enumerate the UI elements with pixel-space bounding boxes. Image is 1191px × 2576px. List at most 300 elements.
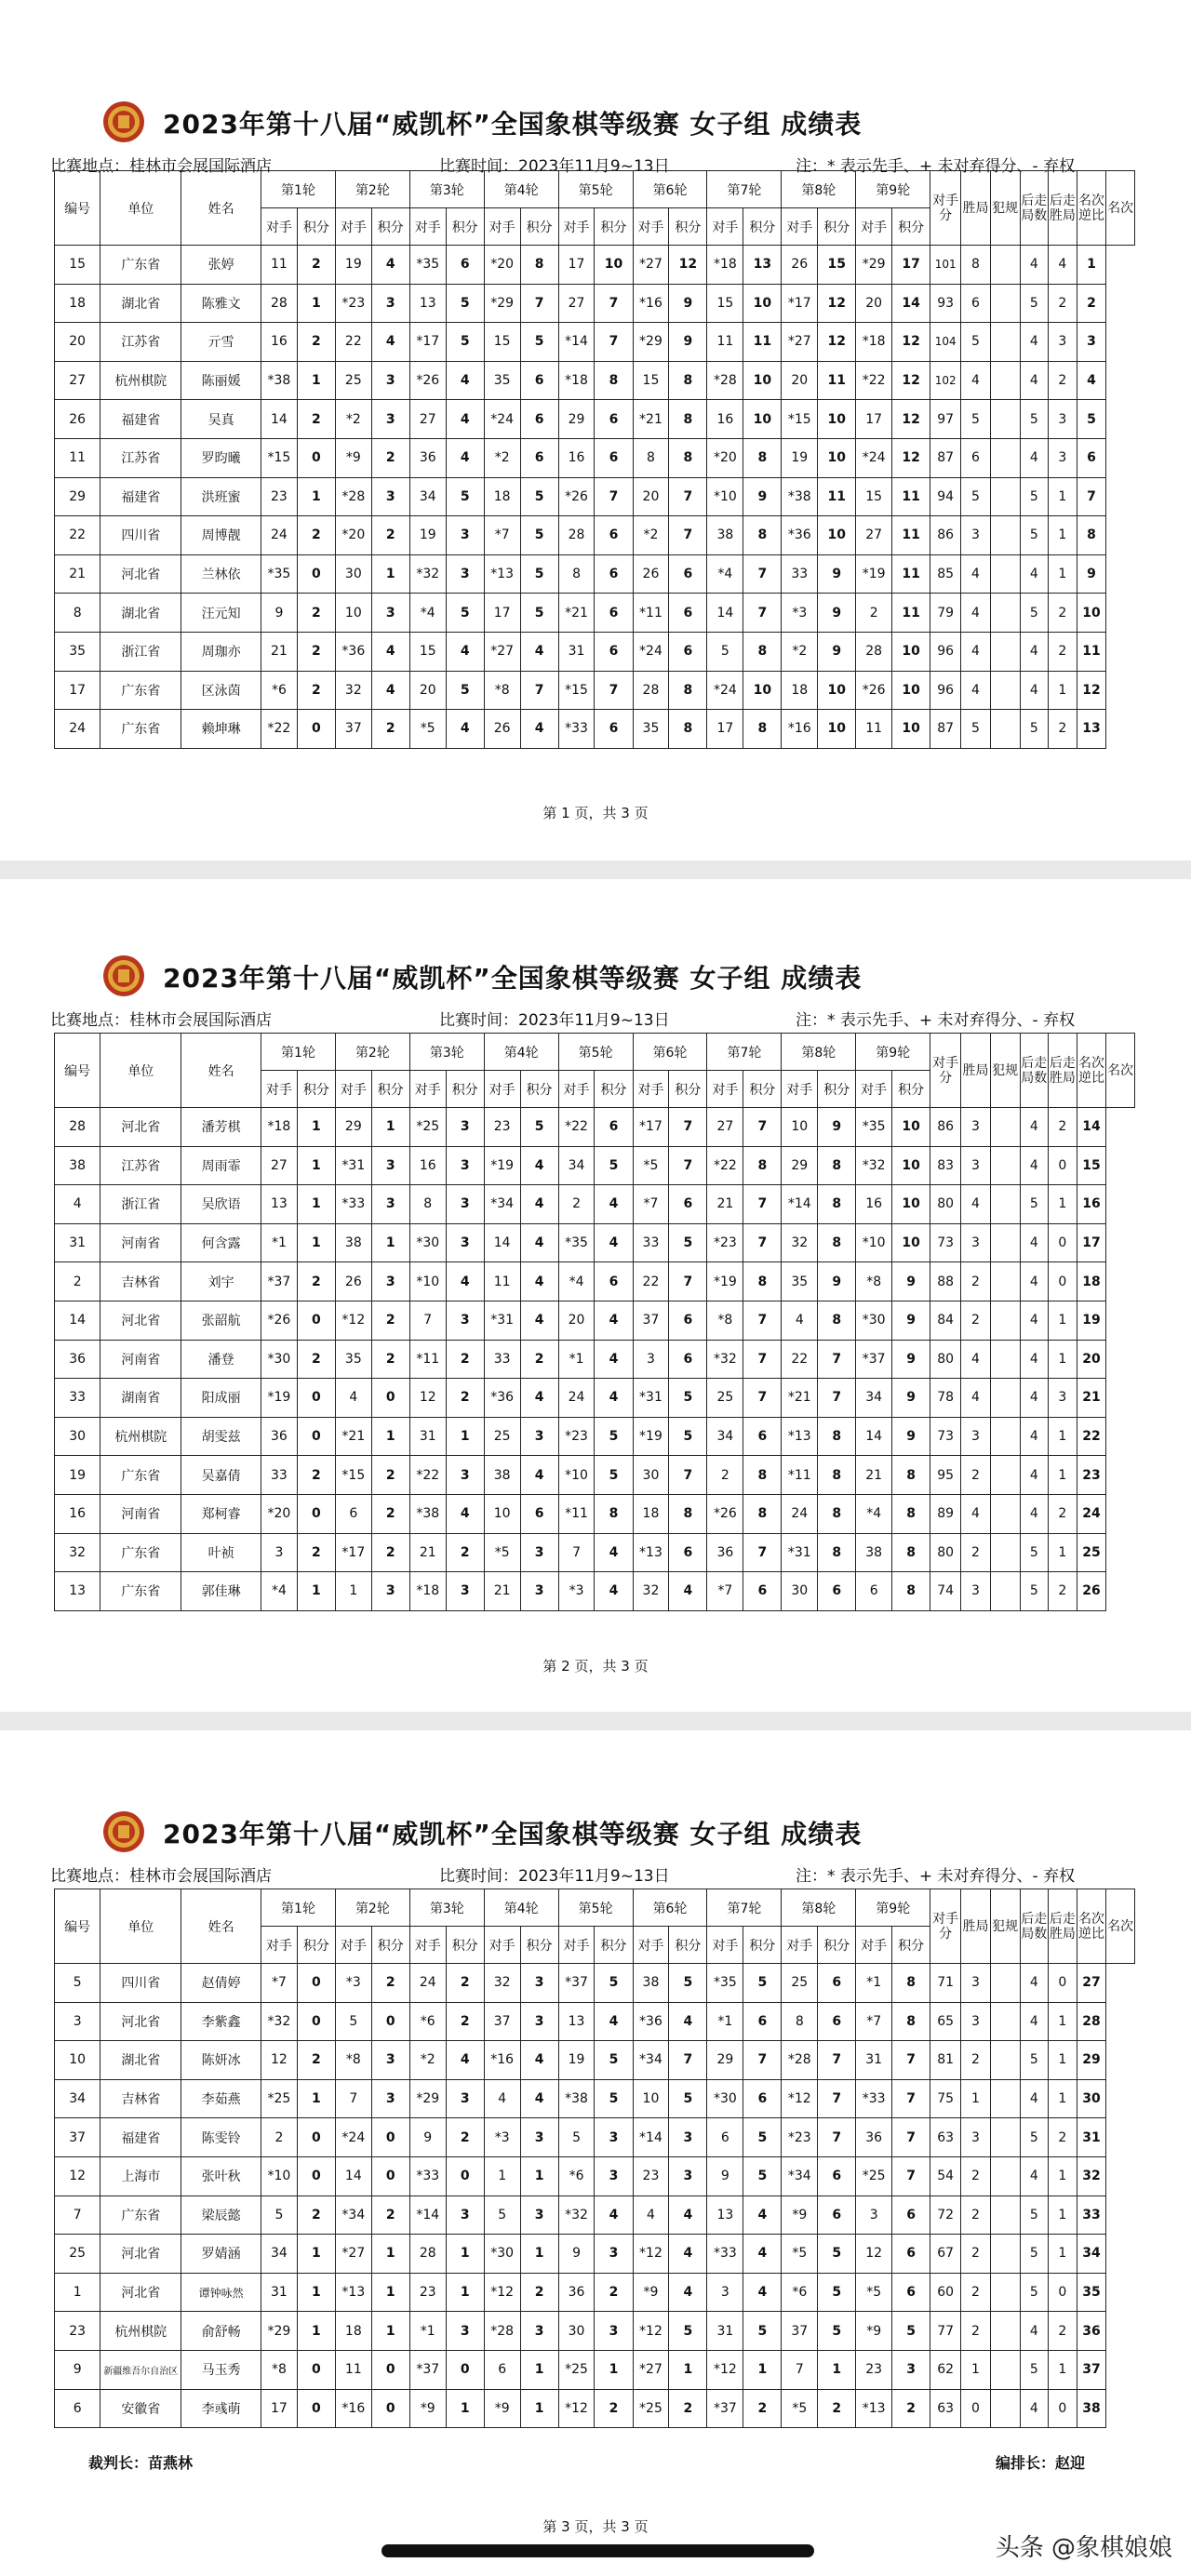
table-cell: *16 (335, 2389, 371, 2428)
table-cell: 9 (261, 594, 298, 633)
table-cell: 3 (371, 2041, 409, 2080)
table-cell: 8 (892, 1494, 930, 1533)
table-cell: 8 (961, 246, 991, 285)
table-cell: 李紫鑫 (181, 2002, 261, 2041)
table-cell: *3 (782, 594, 818, 633)
table-cell: *17 (633, 1108, 669, 1147)
table-cell: 区泳茵 (181, 671, 261, 710)
table-row (55, 2156, 1135, 2196)
table-cell: 12 (1077, 671, 1106, 710)
table-cell: 1 (1049, 516, 1077, 555)
table-cell: 27 (856, 516, 892, 555)
table-cell: 杭州棋院 (100, 2312, 181, 2351)
table-cell: 1 (818, 2350, 856, 2389)
table-cell: 3 (371, 1262, 409, 1301)
table-cell: *6 (558, 2156, 595, 2196)
table-cell: 15 (633, 361, 669, 400)
table-cell: 8 (743, 438, 782, 477)
table-cell: 6 (595, 710, 633, 749)
table-cell: 4 (1077, 361, 1106, 400)
table-cell: 1 (595, 2350, 633, 2389)
table-cell: *30 (707, 2079, 743, 2118)
column-header: 对手 (782, 208, 818, 246)
table-row (55, 2002, 1135, 2041)
table-cell: 4 (520, 710, 558, 749)
table-cell: 赖坤琳 (181, 710, 261, 749)
table-cell: 0 (1049, 2273, 1077, 2312)
table-cell: 1 (1049, 2235, 1077, 2274)
table-cell: 周雨霏 (181, 1146, 261, 1185)
table-cell: 97 (930, 400, 961, 439)
table-cell: 4 (595, 1340, 633, 1379)
table-cell: *15 (335, 1456, 371, 1495)
table-cell: 8 (633, 438, 669, 477)
table-cell: 2 (961, 1262, 991, 1301)
table-cell: *3 (558, 1572, 595, 1611)
table-cell: *30 (856, 1301, 892, 1340)
table-cell: 4 (782, 1301, 818, 1340)
table-cell: *19 (707, 1262, 743, 1301)
table-cell: 5 (446, 477, 484, 516)
table-cell: 1 (1049, 2041, 1077, 2080)
column-header: 后走胜局 (1049, 171, 1077, 246)
table-cell: 1 (297, 2235, 335, 2274)
table-cell: 马玉秀 (181, 2350, 261, 2389)
table-cell: 10 (743, 284, 782, 323)
table-cell: 广东省 (100, 1572, 181, 1611)
table-cell: 9 (818, 632, 856, 671)
table-cell: 7 (818, 2041, 856, 2080)
table-cell: 13 (409, 284, 446, 323)
table-cell: 8 (818, 1146, 856, 1185)
table-cell: 2 (297, 671, 335, 710)
table-cell: 福建省 (100, 477, 181, 516)
table-cell: *7 (856, 2002, 892, 2041)
table-cell: 1 (484, 2156, 520, 2196)
table-row (55, 2389, 1135, 2428)
table-cell: 2 (961, 2156, 991, 2196)
table-cell: 赵倩婷 (181, 1964, 261, 2003)
table-row (55, 1262, 1135, 1301)
table-cell: *20 (335, 516, 371, 555)
table-cell: *8 (707, 1301, 743, 1340)
results-table (54, 1033, 1135, 1611)
table-cell: 5 (261, 2196, 298, 2235)
table-cell: *25 (409, 1108, 446, 1147)
table-cell: 1 (297, 2079, 335, 2118)
table-cell (990, 1262, 1020, 1301)
table-cell: 2 (1049, 2312, 1077, 2351)
table-cell: *6 (261, 671, 298, 710)
table-cell: *12 (335, 1301, 371, 1340)
home-indicator[interactable] (381, 2544, 814, 2557)
table-cell: 湖北省 (100, 284, 181, 323)
column-header: 犯规 (990, 1889, 1020, 1964)
column-header: 积分 (743, 1927, 782, 1964)
table-cell: 23 (633, 2156, 669, 2196)
table-cell: 8 (595, 361, 633, 400)
table-cell: *36 (484, 1379, 520, 1418)
table-cell: 1 (297, 1223, 335, 1262)
column-header: 对手 (484, 1071, 520, 1108)
table-cell: 2 (961, 2273, 991, 2312)
table-cell: *25 (558, 2350, 595, 2389)
table-cell: 93 (930, 284, 961, 323)
table-cell: 10 (335, 594, 371, 633)
column-header: 第4轮 (484, 1034, 558, 1071)
column-header: 犯规 (990, 171, 1020, 246)
table-cell: 14 (856, 1417, 892, 1456)
table-cell: *16 (484, 2041, 520, 2080)
table-cell: 8 (892, 1964, 930, 2003)
table-cell: 5 (743, 2118, 782, 2157)
table-cell (990, 632, 1020, 671)
table-row (55, 1533, 1135, 1572)
table-cell: 1 (446, 1417, 484, 1456)
table-cell: 4 (1049, 246, 1077, 285)
table-cell: 3 (520, 2312, 558, 2351)
table-cell: 4 (446, 400, 484, 439)
table-cell: *18 (409, 1572, 446, 1611)
table-cell: 7 (669, 516, 707, 555)
table-cell: 5 (595, 1964, 633, 2003)
table-cell: 1 (371, 554, 409, 594)
table-cell: 3 (595, 2235, 633, 2274)
table-cell: 河南省 (100, 1494, 181, 1533)
table-cell: 广东省 (100, 1533, 181, 1572)
table-cell: *10 (856, 1223, 892, 1262)
table-cell: *15 (558, 671, 595, 710)
table-cell (990, 477, 1020, 516)
column-header: 对手 (484, 208, 520, 246)
table-cell: 33 (782, 554, 818, 594)
table-cell: *37 (707, 2389, 743, 2428)
table-cell: 17 (55, 671, 100, 710)
column-header: 第4轮 (484, 171, 558, 208)
table-cell: *38 (782, 477, 818, 516)
table-cell: 4 (961, 671, 991, 710)
table-cell (990, 284, 1020, 323)
table-cell: 1 (297, 477, 335, 516)
table-cell: *29 (409, 2079, 446, 2118)
table-cell: 85 (930, 554, 961, 594)
table-cell: 3 (595, 2156, 633, 2196)
table-cell: *2 (484, 438, 520, 477)
column-header: 名次逆比 (1077, 1889, 1106, 1964)
table-cell: 35 (55, 632, 100, 671)
table-cell: *1 (261, 1223, 298, 1262)
table-cell: 罗昀曦 (181, 438, 261, 477)
table-cell: 4 (669, 1572, 707, 1611)
table-cell: 2 (961, 2041, 991, 2080)
table-cell: 7 (743, 1379, 782, 1418)
table-cell: 75 (930, 2079, 961, 2118)
table-cell: 6 (520, 1494, 558, 1533)
table-cell: *2 (782, 632, 818, 671)
table-cell: 1 (1049, 2196, 1077, 2235)
column-header: 对手分 (930, 1889, 961, 1964)
table-cell: 28 (1077, 2002, 1106, 2041)
table-cell: 8 (669, 438, 707, 477)
table-cell: 4 (1020, 246, 1049, 285)
table-cell: 38 (1077, 2389, 1106, 2428)
table-row (55, 323, 1135, 362)
table-cell: 2 (1049, 710, 1077, 749)
table-cell (990, 1340, 1020, 1379)
table-cell: 4 (520, 1262, 558, 1301)
table-cell: 25 (707, 1379, 743, 1418)
table-row (55, 671, 1135, 710)
table-cell: 13 (1077, 710, 1106, 749)
table-cell: 13 (743, 246, 782, 285)
note-text: 注：* 表示先手、+ 未对弃得分、- 弃权 (796, 157, 1076, 176)
table-cell: 20 (782, 361, 818, 400)
table-cell: 0 (961, 2389, 991, 2428)
table-cell: *35 (558, 1223, 595, 1262)
table-cell: 5 (743, 1964, 782, 2003)
table-cell: 4 (595, 1379, 633, 1418)
table-cell: 3 (961, 516, 991, 555)
column-header: 积分 (520, 208, 558, 246)
table-cell: 0 (297, 2389, 335, 2428)
table-cell: *20 (707, 438, 743, 477)
table-cell: 3 (595, 2118, 633, 2157)
column-header: 积分 (371, 1071, 409, 1108)
table-cell: 3 (446, 1572, 484, 1611)
table-cell: 12 (892, 400, 930, 439)
table-cell: 38 (856, 1533, 892, 1572)
table-cell: 16 (55, 1494, 100, 1533)
table-cell: 1 (297, 1146, 335, 1185)
table-cell: *18 (856, 323, 892, 362)
table-cell: 4 (520, 1146, 558, 1185)
table-cell: *7 (707, 1572, 743, 1611)
column-header: 积分 (743, 208, 782, 246)
table-cell: 7 (669, 2041, 707, 2080)
table-cell: *6 (782, 2273, 818, 2312)
table-cell (990, 1185, 1020, 1224)
table-cell: 5 (818, 2273, 856, 2312)
table-cell: 3 (261, 1533, 298, 1572)
table-cell: 10 (818, 671, 856, 710)
table-cell: 4 (1020, 2079, 1049, 2118)
table-cell: 2 (961, 2235, 991, 2274)
table-cell: 1 (371, 2235, 409, 2274)
table-cell: 62 (930, 2350, 961, 2389)
table-cell: 33 (633, 1223, 669, 1262)
table-cell: 9 (892, 1301, 930, 1340)
column-header: 第9轮 (856, 1889, 930, 1927)
table-cell: 6 (743, 2002, 782, 2041)
column-header: 后走胜局 (1049, 1034, 1077, 1108)
table-cell: 1 (1049, 2079, 1077, 2118)
table-cell: 4 (595, 1572, 633, 1611)
table-cell: 8 (669, 671, 707, 710)
table-cell: 2 (371, 1494, 409, 1533)
table-cell: *17 (409, 323, 446, 362)
time-text: 比赛时间：2023年11月9~13日 (439, 157, 670, 176)
table-cell: 63 (930, 2118, 961, 2157)
table-cell: 23 (1077, 1456, 1106, 1495)
table-cell: 37 (335, 710, 371, 749)
table-cell: 3 (446, 1456, 484, 1495)
table-cell: 4 (1020, 361, 1049, 400)
table-cell: 8 (743, 516, 782, 555)
table-cell: 38 (335, 1223, 371, 1262)
column-header: 对手 (261, 208, 298, 246)
column-header: 第4轮 (484, 1889, 558, 1927)
table-cell: 7 (743, 2041, 782, 2080)
table-cell: 27 (707, 1108, 743, 1147)
table-cell: 32 (55, 1533, 100, 1572)
table-cell: 广东省 (100, 1456, 181, 1495)
table-cell: 8 (818, 1301, 856, 1340)
table-cell: 7 (818, 2118, 856, 2157)
column-header: 积分 (520, 1927, 558, 1964)
time-text: 比赛时间：2023年11月9~13日 (439, 1867, 670, 1886)
table-cell: 34 (261, 2235, 298, 2274)
table-cell: 3 (371, 284, 409, 323)
table-cell: 24 (261, 516, 298, 555)
table-cell: *35 (409, 246, 446, 285)
table-cell: 14 (892, 284, 930, 323)
table-row (55, 1456, 1135, 1495)
column-header: 第7轮 (707, 1889, 782, 1927)
table-cell: 2 (446, 1340, 484, 1379)
table-cell: 102 (930, 361, 961, 400)
table-row (55, 1494, 1135, 1533)
table-cell: 2 (297, 400, 335, 439)
table-cell: 73 (930, 1417, 961, 1456)
table-cell: 6 (669, 1301, 707, 1340)
column-header: 第8轮 (782, 171, 856, 208)
table-cell: 11 (892, 554, 930, 594)
table-cell: 14 (484, 1223, 520, 1262)
table-cell: 2 (961, 2196, 991, 2235)
table-cell: *24 (484, 400, 520, 439)
table-cell: 1 (371, 1108, 409, 1147)
table-cell: *1 (409, 2312, 446, 2351)
table-cell: 80 (930, 1185, 961, 1224)
table-cell: 8 (520, 246, 558, 285)
table-cell: 5 (669, 2079, 707, 2118)
table-cell: 4 (1020, 632, 1049, 671)
table-cell: 35 (484, 361, 520, 400)
column-header: 胜局 (961, 171, 991, 246)
table-cell: 8 (818, 1533, 856, 1572)
table-cell: 38 (633, 1964, 669, 2003)
column-header: 对手 (856, 1071, 892, 1108)
table-cell: *37 (261, 1262, 298, 1301)
table-cell: 34 (1077, 2235, 1106, 2274)
table-cell: *7 (633, 1185, 669, 1224)
table-cell: 0 (297, 2156, 335, 2196)
table-cell: 37 (1077, 2350, 1106, 2389)
table-cell: 1 (520, 2235, 558, 2274)
table-cell: 2 (371, 710, 409, 749)
table-cell: 87 (930, 438, 961, 477)
table-cell: 4 (520, 1185, 558, 1224)
table-cell: *32 (409, 554, 446, 594)
column-header: 单位 (100, 171, 181, 246)
table-cell: 0 (1049, 2389, 1077, 2428)
table-cell: 3 (371, 477, 409, 516)
table-cell: 11 (1077, 632, 1106, 671)
table-cell: 4 (446, 632, 484, 671)
table-cell: 13 (55, 1572, 100, 1611)
table-cell: 叶祯 (181, 1533, 261, 1572)
table-cell: 广东省 (100, 2196, 181, 2235)
table-cell: *27 (633, 246, 669, 285)
column-header: 积分 (595, 1071, 633, 1108)
table-cell: 2 (961, 1301, 991, 1340)
table-cell: 33 (55, 1379, 100, 1418)
table-cell: 1 (1049, 1456, 1077, 1495)
table-cell: 0 (1049, 1146, 1077, 1185)
table-cell: 20 (633, 477, 669, 516)
table-cell: 78 (930, 1379, 961, 1418)
table-row (55, 1340, 1135, 1379)
table-cell: 7 (743, 594, 782, 633)
table-cell: 1 (335, 1572, 371, 1611)
table-cell: 3 (520, 2118, 558, 2157)
table-cell: 4 (595, 1223, 633, 1262)
table-cell (990, 1964, 1020, 2003)
table-cell: 6 (595, 1262, 633, 1301)
table-cell: 4 (1020, 1340, 1049, 1379)
table-cell: 周珈亦 (181, 632, 261, 671)
table-cell: *36 (782, 516, 818, 555)
table-cell: *5 (409, 710, 446, 749)
table-cell: 5 (1020, 2273, 1049, 2312)
table-cell: 0 (371, 2350, 409, 2389)
table-cell: 2 (446, 2118, 484, 2157)
table-cell: 4 (595, 1301, 633, 1340)
table-cell: 21 (409, 1533, 446, 1572)
table-cell: 16 (1077, 1185, 1106, 1224)
table-cell: 28 (558, 516, 595, 555)
table-cell: 6 (961, 284, 991, 323)
table-cell: 4 (669, 2196, 707, 2235)
table-cell: 1 (371, 2273, 409, 2312)
table-cell: 1 (1049, 1301, 1077, 1340)
table-cell: 5 (1020, 710, 1049, 749)
table-cell: 9 (669, 323, 707, 362)
table-cell: 65 (930, 2002, 961, 2041)
table-cell: 14 (1077, 1108, 1106, 1147)
table-cell: *11 (558, 1494, 595, 1533)
table-cell: 5 (892, 2312, 930, 2351)
table-cell (990, 1456, 1020, 1495)
column-header: 积分 (818, 1071, 856, 1108)
table-cell (990, 1533, 1020, 1572)
table-cell: 1 (1049, 554, 1077, 594)
table-cell (990, 2350, 1020, 2389)
table-cell: 陈雅文 (181, 284, 261, 323)
table-cell: 9 (818, 1108, 856, 1147)
table-cell: *23 (707, 1223, 743, 1262)
table-cell: 0 (297, 1417, 335, 1456)
table-cell: 4 (520, 1301, 558, 1340)
table-cell: 11 (856, 710, 892, 749)
table-cell: 7 (595, 284, 633, 323)
column-header: 后走局数 (1020, 171, 1049, 246)
scheduler-signature: 编排长：赵迎 (996, 2454, 1086, 2472)
table-cell: 25 (1077, 1533, 1106, 1572)
table-cell: 10 (595, 246, 633, 285)
table-cell: 4 (669, 2235, 707, 2274)
table-cell: 2 (297, 2196, 335, 2235)
